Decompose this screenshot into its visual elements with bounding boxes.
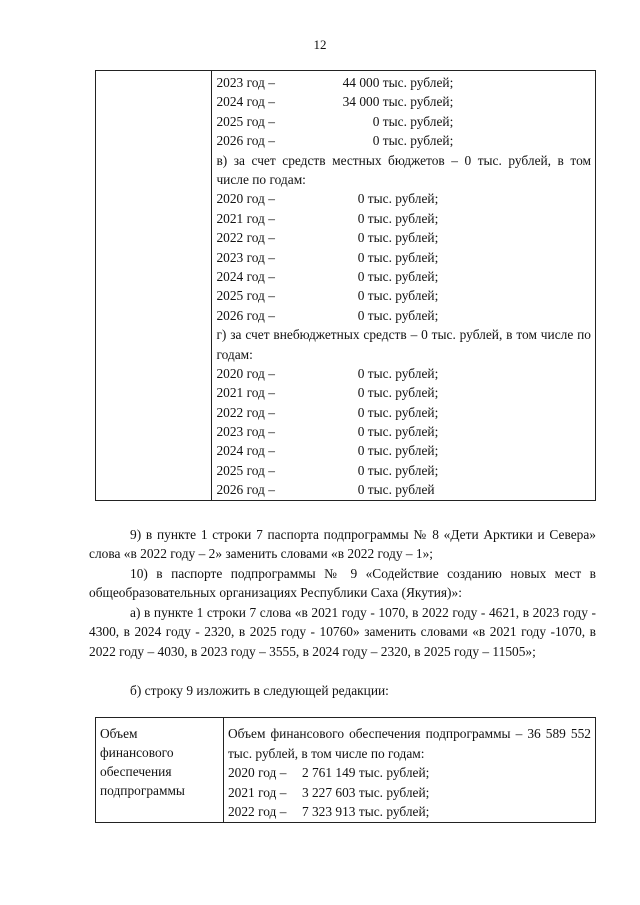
paragraph-a: а) в пункте 1 строки 7 слова «в 2021 году - 1070, в 2022 году - 4621, в 2023 году - 4300, в 2024 году - 2320, в 2025 году - 10760» заменить словами «в 2021 году -1070, в 2022 году – 4030, в 2023 году – 3555, в 2024 году – 2320, в 2025 году – 11505»; xyxy=(89,605,596,659)
year-row: 2024 год – 0 тыс. рублей; xyxy=(216,443,439,459)
paragraph-b: б) строку 9 изложить в следующей редакции: xyxy=(130,683,389,698)
year-row: 2026 год – 0 тыс. рублей; xyxy=(216,133,454,149)
financing-label-cell xyxy=(96,718,224,823)
year-row: 2026 год – 0 тыс. рублей xyxy=(216,482,435,498)
financing-content-cell xyxy=(223,718,595,823)
year-row: 2020 год – 2 761 149 тыс. рублей; xyxy=(227,765,430,780)
year-row: 2020 год – 0 тыс. рублей; xyxy=(216,365,439,381)
year-row: 2022 год – 7 323 913 тыс. рублей; xyxy=(227,804,430,819)
year-row: 2026 год – 0 тыс. рублей; xyxy=(216,307,439,323)
year-row: 2022 год – 0 тыс. рублей; xyxy=(216,230,439,246)
year-row: 2021 год – 3 227 603 тыс. рублей; xyxy=(227,784,430,800)
year-row: 2021 год – 0 тыс. рублей; xyxy=(216,385,439,401)
financing-label: Объем финансового обеспечения подпрограммы xyxy=(100,726,185,798)
year-row: 2025 год – 0 тыс. рублей; xyxy=(216,288,439,304)
year-row: 2020 год – 0 тыс. рублей; xyxy=(216,191,439,207)
year-row: 2023 год – 44 000 тыс. рублей; xyxy=(216,75,454,90)
financing-total: Объем финансового обеспечения подпрограммы – 36 589 552 тыс. рублей, в том числе по годам: xyxy=(227,726,591,761)
extrabudgetary-heading: г) за счет внебюджетных средств – 0 тыс. рублей, в том числе по годам: xyxy=(216,327,591,362)
year-row: 2023 год – 0 тыс. рублей; xyxy=(216,424,439,440)
year-row: 2025 год – 0 тыс. рублей; xyxy=(216,113,454,129)
table-label-cell xyxy=(96,71,212,501)
year-row: 2025 год – 0 тыс. рублей; xyxy=(216,462,439,478)
financing-volume-table xyxy=(95,717,596,823)
year-row: 2022 год – 0 тыс. рублей; xyxy=(216,404,439,420)
local-budget-heading: в) за счет средств местных бюджетов – 0 тыс. рублей, в том числе по годам: xyxy=(216,152,591,187)
year-row: 2024 год – 0 тыс. рублей; xyxy=(216,268,439,284)
paragraph-10: 10) в паспорте подпрограммы № 9 «Содействие созданию новых мест в общеобразовательных организациях Республики Саха (Якутия)»: xyxy=(89,566,596,601)
year-row: 2023 год – 0 тыс. рублей; xyxy=(216,249,439,265)
year-row: 2024 год – 34 000 тыс. рублей; xyxy=(216,94,454,110)
funding-table-continued xyxy=(95,70,596,501)
year-row: 2021 год – 0 тыс. рублей; xyxy=(216,210,439,226)
table-content-cell xyxy=(212,71,596,501)
page-number: 12 xyxy=(313,37,327,52)
paragraph-9: 9) в пункте 1 строки 7 паспорта подпрограммы № 8 «Дети Арктики и Севера» слова «в 2022 году – 2» заменить словами «в 2022 году – 1»; xyxy=(89,527,596,562)
